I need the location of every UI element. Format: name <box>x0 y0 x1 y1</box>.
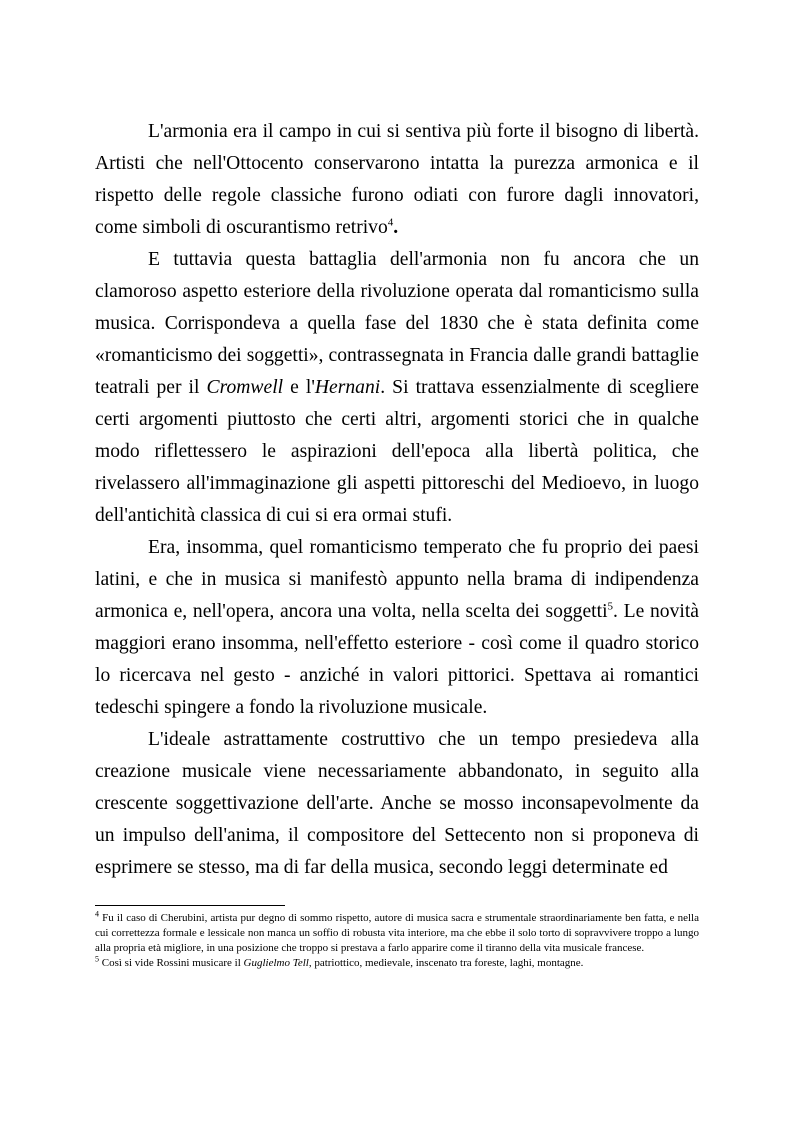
paragraph-3-text-b: . Le novità maggiori erano insomma, nell'effetto esteriore - così come il quadro storico lo ricercava nel gesto - anziché in valori pittorici. Spettava ai romantici tedeschi spingere a fondo la rivoluzione musicale. <box>95 601 699 718</box>
paragraph-3-text-a: Era, insomma, quel romanticismo temperato che fu proprio dei paesi latini, e che in musica si manifestò appunto nella brama di indipendenza armonica e, nell'opera, ancora una volta, nella scelta dei soggetti <box>95 537 699 622</box>
footnote-ref-5: 5 <box>607 600 614 613</box>
paragraph-1-end: . <box>393 217 399 238</box>
paragraph-1 <box>95 116 699 244</box>
footnote-ref-4: 4 <box>387 216 394 229</box>
footnote-4-text: Fu il caso di Cherubini, artista pur degno di sommo rispetto, autore di musica sacra e strumentale straordinariamente ben fatta, e nella cui correttezza formale e lessicale non manca un soffio di robusta vita interiore, ma che ebbe il solo torto di sopravvivere troppo a lungo alla propria età migliore, in una posizione che troppo si prestava a farlo apparire come il tiranno della vita musicale francese. <box>95 912 699 954</box>
paragraph-2-text-b: e l' <box>283 377 315 398</box>
paragraph-2-text-c: . Si trattava essenzialmente di scegliere certi argomenti piuttosto che certi altri, argomenti storici che in qualche modo riflettessero le aspirazioni dell'epoca alla libertà politica, che rivelassero all'immaginazione gli aspetti pittoreschi del Medioevo, in luogo dell'antichità classica di cui si era ormai stufi. <box>95 377 700 526</box>
footnote-5-number: 5 <box>95 954 99 964</box>
footnote-separator <box>95 905 285 906</box>
footnotes <box>95 911 699 971</box>
paragraph-1-text: L'armonia era il campo in cui si sentiva più forte il bisogno di libertà. Artisti che nell'Ottocento conservarono intatta la purezza armonica e il rispetto delle regole classiche furono odiati con furore dagli innovatori, come simboli di oscurantismo retrivo <box>95 121 699 238</box>
italic-title-guglielmo-tell: Guglielmo Tell <box>243 957 309 969</box>
italic-title-cromwell: Cromwell <box>206 377 284 398</box>
paragraph-2-text-a: E tuttavia questa battaglia dell'armonia non fu ancora che un clamoroso aspetto esteriore della rivoluzione operata dal romanticismo sulla musica. Corrispondeva a quella fase del 1830 che è stata definita come «romanticismo dei soggetti», contrassegnata in Francia dalle grandi battaglie teatrali per il <box>95 249 699 398</box>
footnote-5-text-a: Così si vide Rossini musicare il <box>99 957 244 969</box>
paragraph-2 <box>95 244 699 532</box>
italic-title-hernani: Hernani <box>314 377 381 398</box>
body-text <box>95 116 699 884</box>
footnote-5-text-b: , patriottico, medievale, inscenato tra foreste, laghi, montagne. <box>308 957 584 969</box>
paragraph-4 <box>95 724 699 884</box>
paragraph-3 <box>95 532 699 724</box>
paragraph-4-text: L'ideale astrattamente costruttivo che un tempo presiedeva alla creazione musicale viene necessariamente abbandonato, in seguito alla crescente soggettivazione dell'arte. Anche se mosso inconsapevolmente da un impulso dell'anima, il compositore del Settecento non si proponeva di esprimere se stesso, ma di far della musica, secondo leggi determinate ed <box>95 729 699 878</box>
footnote-5 <box>95 956 699 971</box>
footnote-4 <box>95 911 699 956</box>
footnote-4-number: 4 <box>95 909 99 919</box>
